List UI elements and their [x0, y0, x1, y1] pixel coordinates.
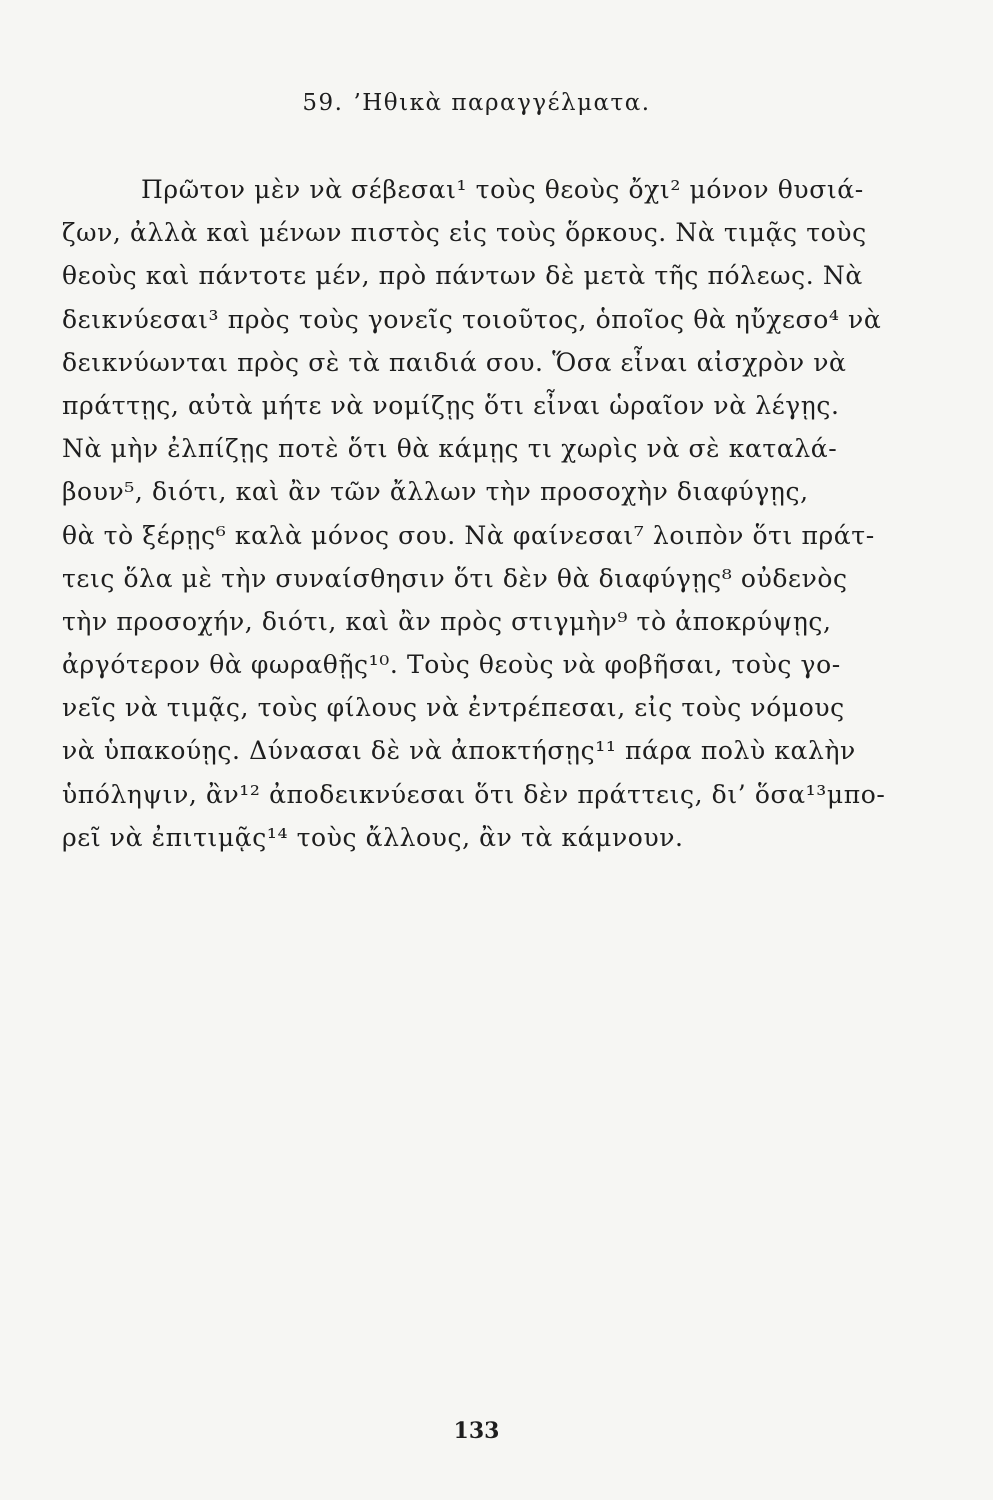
text-line: νεῖς νὰ τιμᾷς, τοὺς φίλους νὰ ἐντρέπεσαι, εἰς τοὺς νόμους — [62, 693, 845, 723]
text-line: δεικνύεσαι³ πρὸς τοὺς γονεῖς τοιοῦτος, ὁποῖος θὰ ηὔχεσο⁴ νὰ — [62, 304, 882, 334]
text-line: βουν⁵, διότι, καὶ ἂν τῶν ἄλλων τὴν προσοχὴν διαφύγῃς, — [62, 477, 809, 507]
text-line: δεικνύωνται πρὸς σὲ τὰ παιδιά σου. Ὅσα εἶναι αἰσχρὸν νὰ — [62, 347, 847, 377]
text-line: νὰ ὑπακούῃς. Δύνασαι δὲ νὰ ἀποκτήσῃς¹¹ πάρα πολὺ καλὴν — [62, 736, 856, 766]
text-line: ὑπόληψιν, ἂν¹² ἀποδεικνύεσαι ὅτι δὲν πράττεις, δι’ ὅσα¹³μπο- — [62, 779, 886, 809]
section-title: ’Ηθικὰ παραγγέλματα. — [353, 90, 651, 116]
body-paragraph — [62, 168, 914, 859]
text-line: Νὰ μὴν ἐλπίζῃς ποτὲ ὅτι θὰ κάμῃς τι χωρὶς νὰ σὲ καταλά- — [62, 434, 838, 464]
text-line: Πρῶτον μὲν νὰ σέβεσαι¹ τοὺς θεοὺς ὄχι² μόνον θυσιά- — [141, 175, 864, 204]
section-heading — [0, 90, 993, 116]
text-line: πράττῃς, αὐτὰ μήτε νὰ νομίζῃς ὅτι εἶναι ὡραῖον νὰ λέγῃς. — [62, 390, 840, 420]
text-line: τὴν προσοχήν, διότι, καὶ ἂν πρὸς στιγμὴν⁹ τὸ ἀποκρύψῃς, — [62, 606, 832, 636]
text-line: ρεῖ νὰ ἐπιτιμᾷς¹⁴ τοὺς ἄλλους, ἂν τὰ κάμνουν. — [62, 822, 684, 852]
section-number: 59. — [302, 90, 344, 116]
page-number: 133 — [453, 1418, 500, 1444]
text-line: θὰ τὸ ξέρῃς⁶ καλὰ μόνος σου. Νὰ φαίνεσαι⁷ λοιπὸν ὅτι πράτ- — [62, 520, 875, 550]
text-line: ζων, ἀλλὰ καὶ μένων πιστὸς εἰς τοὺς ὅρκους. Νὰ τιμᾷς τοὺς — [62, 218, 867, 248]
text-line: θεοὺς καὶ πάντοτε μέν, πρὸ πάντων δὲ μετὰ τῆς πόλεως. Νὰ — [62, 261, 863, 291]
text-line: τεις ὅλα μὲ τὴν συναίσθησιν ὅτι δὲν θὰ διαφύγῃς⁸ οὐδενὸς — [62, 563, 848, 593]
text-line: ἀργότερον θὰ φωραθῇς¹⁰. Τοὺς θεοὺς νὰ φοβῆσαι, τοὺς γο- — [62, 650, 841, 680]
